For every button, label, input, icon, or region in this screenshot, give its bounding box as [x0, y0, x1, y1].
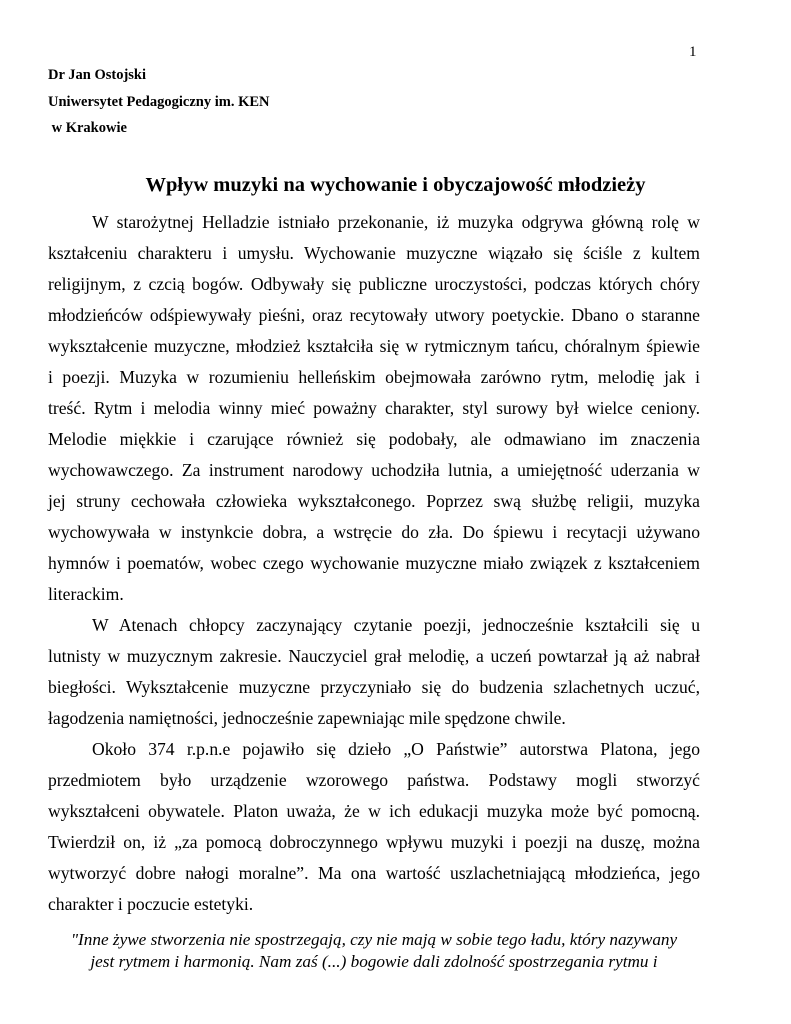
paragraph-line: wychowawczego. Za instrument narodowy uchodziła lutnia, a umiejętność uderzania w	[48, 460, 700, 480]
paragraph-line: wychowywała w instynkcie dobra, a wstręcie do zła. Do śpiewu i recytacji używano	[48, 522, 700, 542]
paragraph-line: wykształcenie muzyczne, młodzież kształciła się w rytmicznym tańcu, chóralnym śpiewie	[48, 336, 700, 356]
paragraph-line: jej struny cechowała człowieka wykształconego. Poprzez swą służbę religii, muzyka	[48, 491, 700, 511]
paragraph-line: hymnów i poematów, wobec czego wychowanie muzyczne miało związek z kształceniem	[48, 553, 700, 573]
platon-quote	[48, 929, 700, 973]
paragraph-line: biegłości. Wykształcenie muzyczne przyczyniało się do budzenia szlachetnych uczuć,	[48, 677, 700, 697]
paragraph-line: religijnym, z czcią bogów. Odbywały się publiczne uroczystości, podczas których chóry	[48, 274, 700, 294]
paragraph-line: literackim.	[48, 584, 124, 604]
document-title: Wpływ muzyki na wychowanie i obyczajowość młodzieży	[145, 174, 646, 196]
quote-line: jest rytmem i harmonią. Nam zaś (...) bogowie dali zdolność spostrzegania rytmu i	[90, 952, 658, 971]
paragraph-line: łagodzenia namiętności, jednocześnie zapewniając mile spędzone chwile.	[48, 708, 566, 728]
paragraph-line: Melodie miękkie i czarujące również się podobały, ale odmawiano im znaczenia	[48, 429, 700, 449]
paragraph-line: wykształceni obywatele. Platon uważa, że w ich edukacji muzyka może być pomocną.	[48, 801, 700, 821]
paragraph-line: W Atenach chłopcy zaczynający czytanie poezji, jednocześnie kształcili się u	[92, 615, 700, 635]
page-number: 1	[689, 44, 697, 60]
paragraph-line: charakter i poczucie estetyki.	[48, 894, 254, 914]
paragraph-line: kształceniu charakteru i umysłu. Wychowanie muzyczne wiązało się ściśle z kultem	[48, 243, 700, 263]
paragraph-line: młodzieńców odśpiewywały pieśni, oraz recytowały utwory poetyckie. Dbano o staranne	[48, 305, 700, 325]
quote-line: "Inne żywe stworzenia nie spostrzegają, czy nie mają w sobie tego ładu, który nazywany	[70, 930, 678, 949]
paragraph-line: wytworzyć dobre nałogi moralne”. Ma ona wartość uszlachetniającą młodzieńca, jego	[48, 863, 700, 883]
paragraph-line: i poezji. Muzyka w rozumieniu helleńskim obejmowała zarówno rytm, melodię jak i	[48, 367, 700, 387]
paragraph-line: lutnisty w muzycznym zakresie. Nauczyciel grał melodię, a uczeń powtarzał ją aż nabrał	[48, 646, 700, 666]
author-city: w Krakowie	[48, 120, 127, 136]
author-affiliation: Uniwersytet Pedagogiczny im. KEN	[48, 93, 270, 110]
paragraph-line: W starożytnej Helladzie istniało przekonanie, iż muzyka odgrywa główną rolę w	[92, 212, 700, 232]
paragraph-line: Twierdził on, iż „za pomocą dobroczynnego wpływu muzyki i poezji na duszę, można	[48, 832, 700, 852]
author-block	[48, 62, 270, 142]
author-name: Dr Jan Ostojski	[48, 67, 147, 83]
paragraph-line: Około 374 r.p.n.e pojawiło się dzieło „O Państwie” autorstwa Platona, jego	[92, 739, 700, 759]
paragraph-line: treść. Rytm i melodia winny mieć poważny charakter, styl surowy był wielce ceniony.	[48, 398, 700, 418]
paragraph-line: przedmiotem było urządzenie wzorowego państwa. Podstawy mogli stworzyć	[48, 770, 700, 790]
body-text	[48, 207, 700, 920]
